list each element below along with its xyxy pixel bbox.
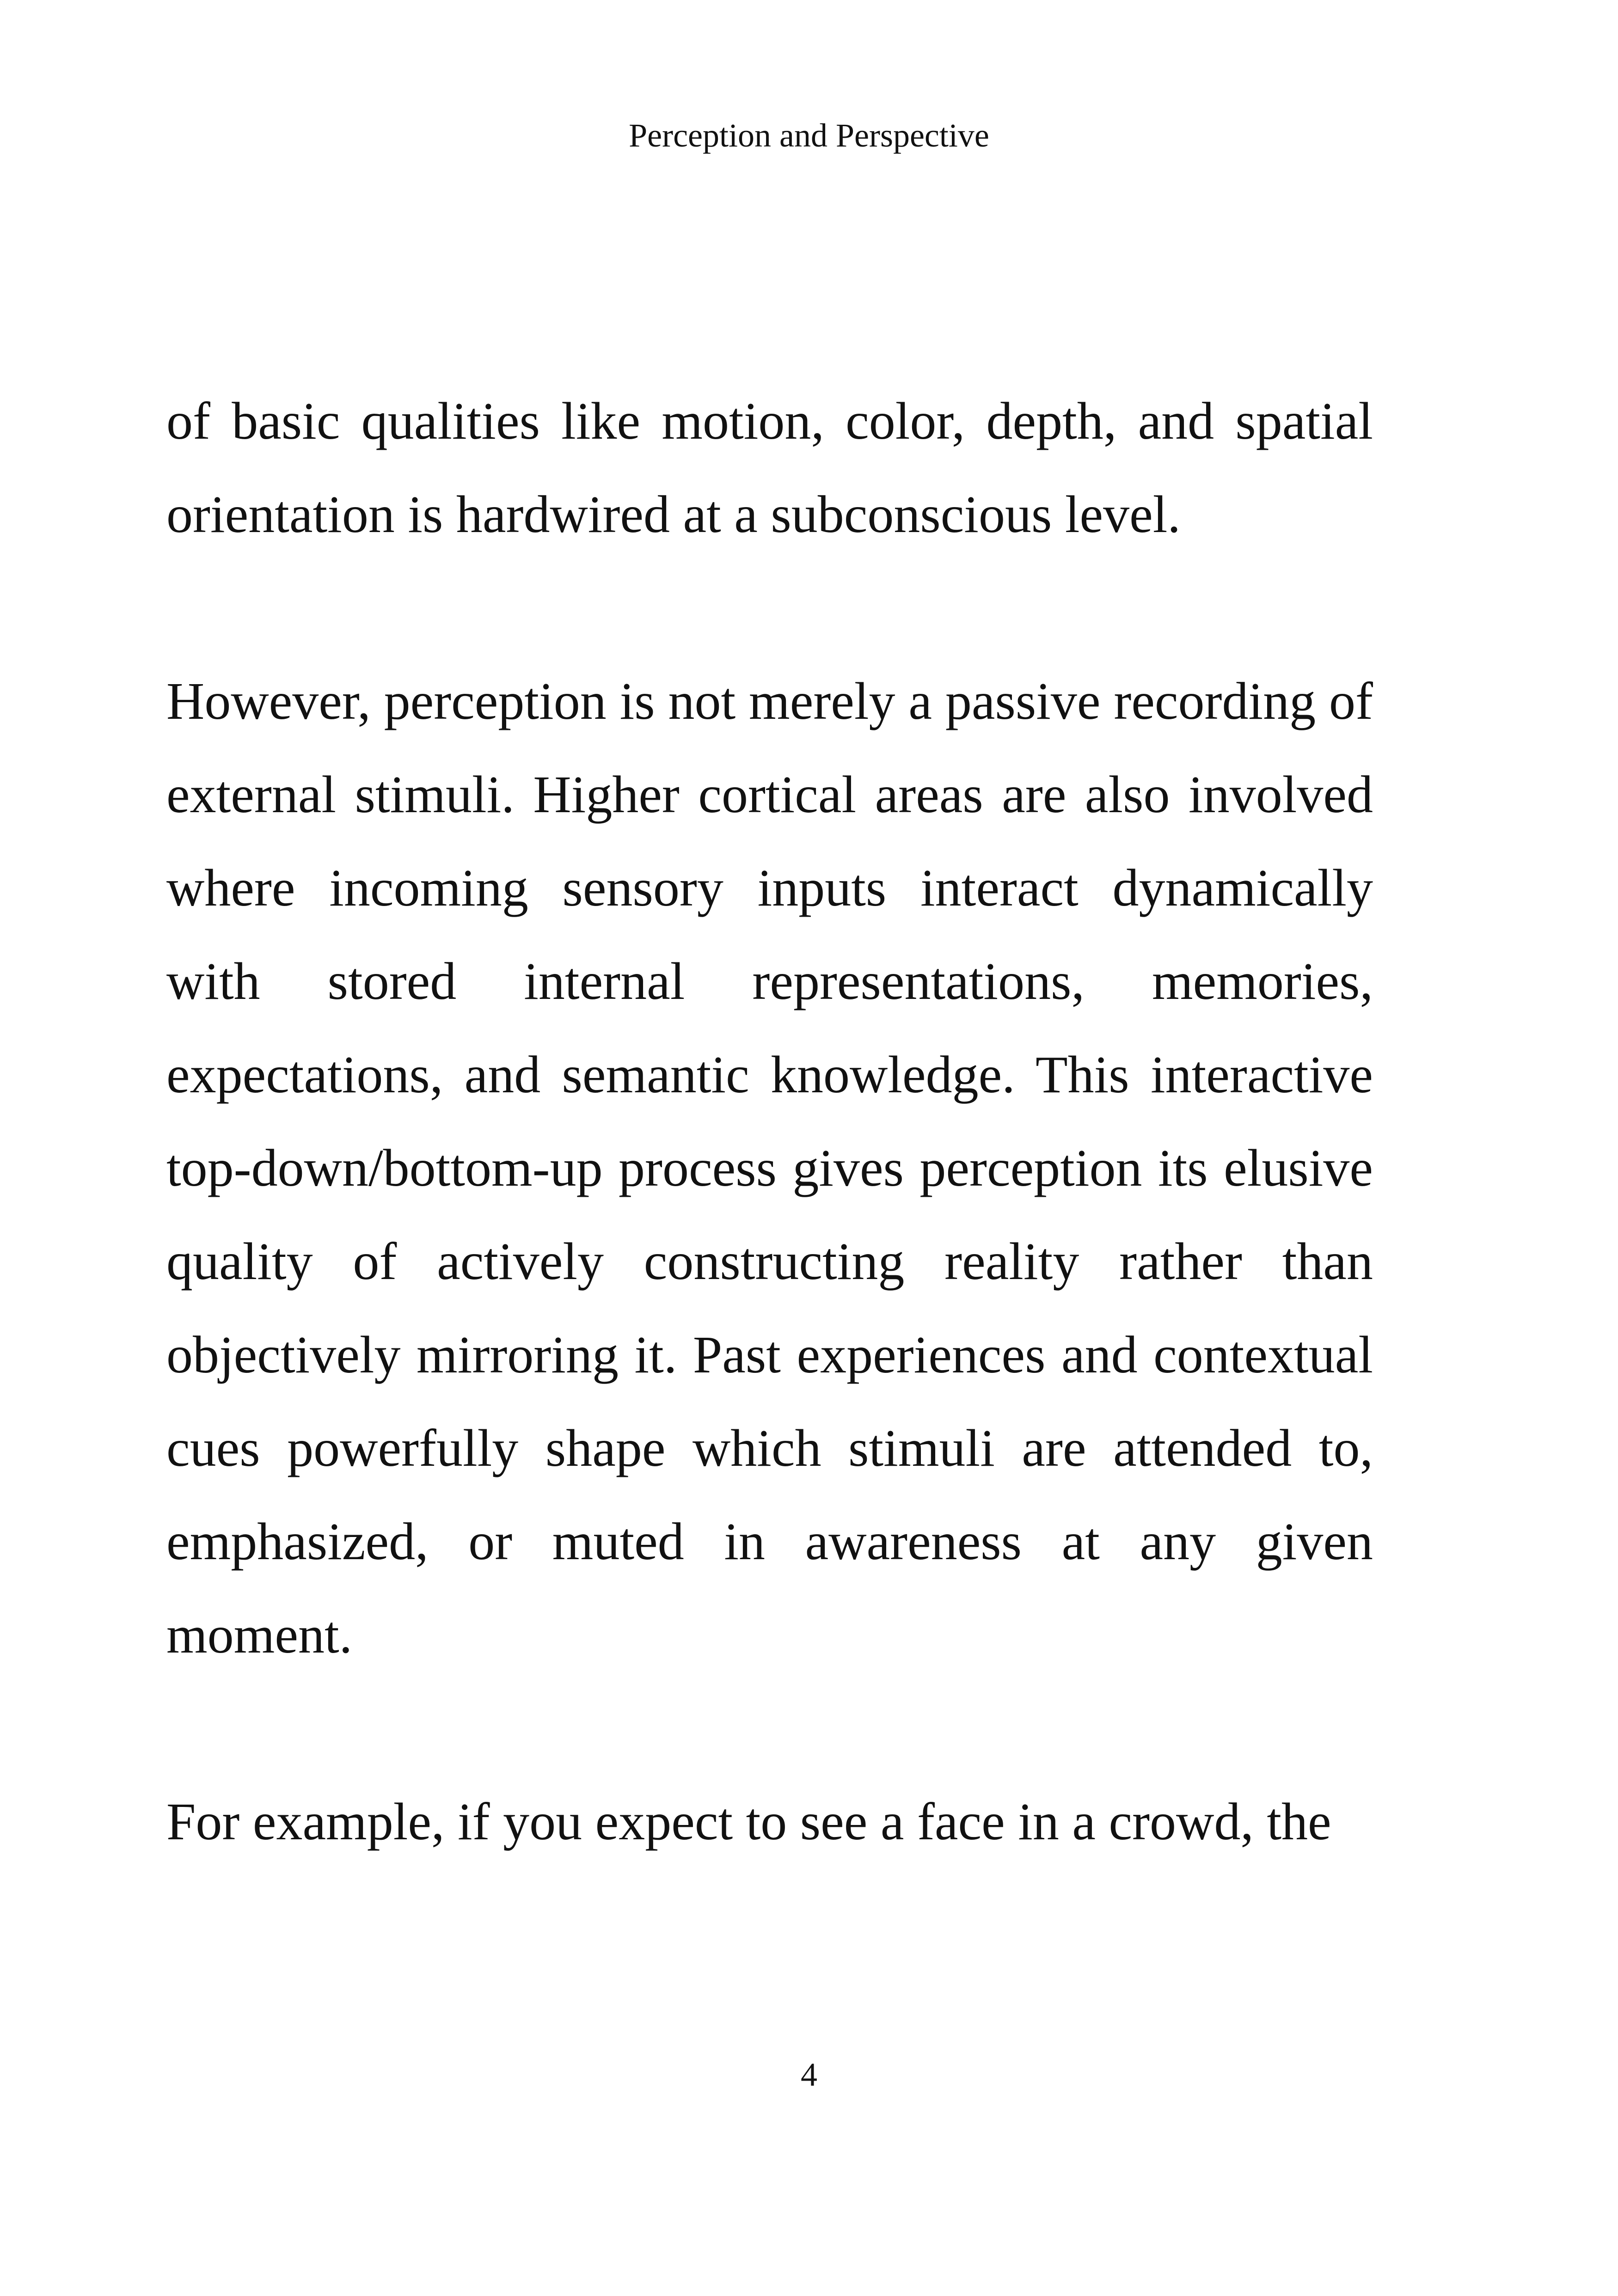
paragraph: However, perception is not merely a passive recording of external stimuli. Higher cortical areas are also involved where incoming sensory inputs interact dynamically with stored internal representations, memories, expectations, and semantic knowledge. This interactive top-down/bottom-up process gives perception its elusive quality of actively constructing reality rather than objectively mirroring it. Past experiences and contextual cues powerfully shape which stimuli are attended to, emphasized, or muted in awareness at any given moment.	[166, 672, 1373, 1664]
body-text	[166, 374, 1373, 1868]
page-number: 4	[801, 2056, 817, 2093]
paragraph: For example, if you expect to see a face in a crowd, the	[166, 1792, 1331, 1851]
paragraph: of basic qualities like motion, color, depth, and spatial orientation is hardwired at a subconscious level.	[166, 392, 1373, 544]
running-header: Perception and Perspective	[629, 117, 989, 154]
